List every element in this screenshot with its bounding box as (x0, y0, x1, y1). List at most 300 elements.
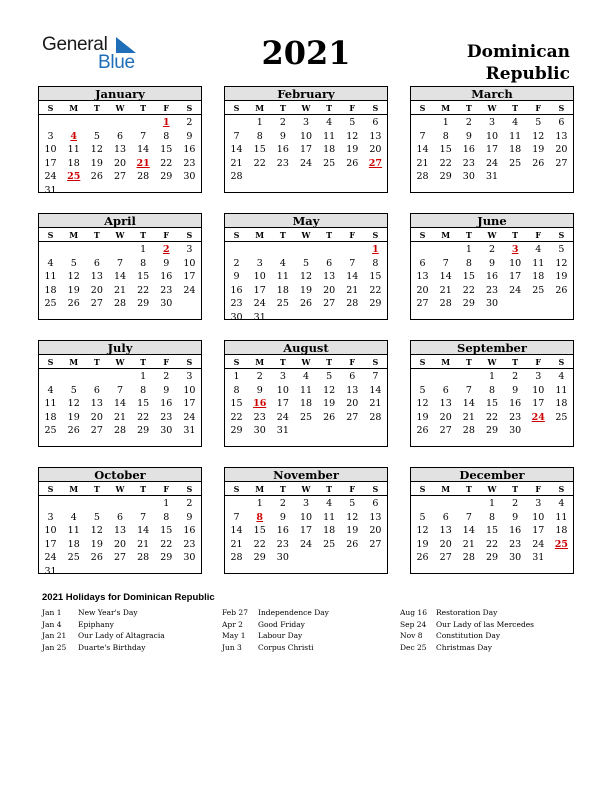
holiday-date: Sep 24 (400, 619, 427, 629)
day-cell: 1 (465, 244, 472, 255)
day-cell: 14 (462, 525, 475, 536)
empty-day-cell (85, 497, 108, 511)
day-cell: 23 (485, 284, 499, 296)
empty-day-cell (225, 116, 248, 130)
day-cell: 28 (369, 411, 382, 423)
day-cell: 19 (90, 157, 103, 169)
day-cell: 11 (323, 511, 336, 523)
day-cell: 8 (163, 511, 170, 523)
day-cell: 28 (113, 298, 127, 309)
day-cell: 25 (323, 157, 336, 169)
day-cell: 17 (532, 525, 545, 536)
day-cell: 30 (160, 298, 173, 309)
day-cell: 5 (349, 117, 356, 128)
weekday-label: T (279, 103, 286, 113)
weekday-label: T (465, 103, 472, 113)
day-cell: 11 (555, 511, 568, 523)
day-cell: 13 (113, 144, 127, 155)
empty-day-cell (62, 243, 85, 257)
holiday-day-cell: 4 (70, 130, 78, 142)
day-cell: 3 (186, 371, 193, 382)
day-cell: 20 (369, 144, 382, 155)
day-cell: 14 (230, 144, 243, 155)
day-cell: 10 (299, 130, 313, 142)
day-cell: 3 (47, 130, 54, 142)
month-august (224, 340, 388, 447)
day-cell: 17 (253, 284, 266, 296)
day-cell: 14 (113, 271, 127, 282)
holiday-date: Jan 4 (42, 619, 62, 629)
month-january (38, 86, 202, 196)
day-cell: 23 (276, 157, 289, 169)
day-cell: 11 (299, 384, 313, 396)
day-cell: 17 (532, 398, 545, 409)
day-cell: 2 (488, 244, 496, 255)
holiday-day-cell: 3 (511, 244, 519, 255)
day-cell: 23 (509, 411, 522, 423)
day-cell: 8 (488, 384, 496, 396)
day-cell: 26 (346, 157, 359, 169)
day-cell: 25 (555, 411, 568, 423)
weekday-label: S (372, 103, 379, 113)
day-cell: 18 (276, 284, 289, 296)
holiday-date: Jan 25 (42, 642, 67, 652)
month-title: September (411, 341, 573, 355)
weekday-header-row (411, 355, 573, 369)
day-cell: 1 (256, 117, 263, 128)
holidays-title: 2021 Holidays for Dominican Republic (42, 592, 215, 603)
day-cell: 5 (93, 511, 100, 523)
weekday-label: F (163, 484, 170, 494)
day-cell: 29 (485, 552, 499, 563)
day-cell: 5 (419, 384, 426, 396)
day-cell: 29 (253, 552, 266, 563)
weekday-label: S (558, 103, 565, 113)
empty-day-cell (411, 243, 434, 257)
day-cell: 6 (442, 511, 449, 523)
day-cell: 4 (558, 498, 565, 509)
day-cell: 28 (230, 552, 243, 563)
weekday-label: S (47, 357, 54, 367)
day-cell: 13 (369, 511, 382, 523)
empty-day-cell (225, 243, 248, 257)
day-cell: 12 (67, 271, 80, 282)
day-cell: 9 (163, 257, 170, 269)
day-cell: 3 (186, 244, 193, 255)
day-cell: 30 (509, 552, 522, 563)
day-cell: 21 (462, 538, 475, 550)
holiday-day-cell: 1 (162, 117, 170, 128)
day-cell: 1 (140, 371, 147, 382)
weekday-label: S (419, 230, 426, 240)
day-cell: 11 (276, 271, 289, 282)
day-cell: 16 (276, 525, 289, 536)
day-cell: 22 (230, 411, 243, 423)
day-cell: 16 (160, 398, 173, 409)
day-cell: 22 (485, 538, 499, 550)
day-cell: 8 (140, 384, 147, 396)
day-cell: 15 (253, 144, 266, 155)
day-cell: 10 (183, 257, 196, 269)
holiday-date: Jun 3 (222, 642, 242, 652)
day-cell: 2 (233, 257, 240, 269)
day-cell: 27 (439, 552, 452, 563)
day-cell: 13 (113, 525, 127, 536)
day-cell: 22 (485, 411, 499, 423)
day-cell: 20 (369, 525, 382, 536)
day-cell: 18 (555, 525, 568, 536)
day-cell: 24 (299, 157, 313, 169)
weekday-label: F (535, 357, 542, 367)
day-cell: 19 (90, 538, 103, 550)
holiday-day-cell: 25 (67, 171, 81, 182)
month-november (224, 467, 388, 574)
holiday-name: Christmas Day (436, 642, 492, 652)
day-cell: 2 (512, 498, 519, 509)
weekday-label: T (140, 357, 147, 367)
weekday-label: W (487, 230, 497, 240)
day-cell: 8 (488, 511, 496, 523)
country-name (467, 41, 570, 85)
day-cell: 26 (416, 425, 429, 436)
day-cell: 12 (555, 257, 568, 269)
empty-day-cell (85, 116, 108, 130)
day-cell: 13 (555, 130, 568, 142)
day-cell: 26 (416, 552, 429, 563)
day-cell: 26 (346, 538, 359, 550)
day-cell: 23 (160, 284, 173, 296)
day-cell: 24 (44, 171, 57, 182)
day-cell: 19 (323, 398, 336, 409)
weekday-header-row (39, 228, 201, 242)
month-title: February (225, 87, 387, 101)
weekday-label: T (512, 230, 519, 240)
day-cell: 18 (67, 157, 80, 169)
day-cell: 19 (555, 271, 568, 282)
day-cell: 22 (253, 538, 266, 550)
day-cell: 29 (485, 425, 499, 436)
day-cell: 12 (416, 525, 429, 536)
weekday-label: M (69, 357, 79, 367)
day-cell: 22 (462, 284, 475, 296)
day-grid (225, 242, 387, 324)
weekday-label: T (465, 484, 472, 494)
month-title: November (225, 468, 387, 482)
day-cell: 11 (44, 398, 57, 409)
holiday-item (222, 642, 329, 654)
day-cell: 26 (90, 171, 103, 182)
day-cell: 20 (90, 411, 103, 423)
month-title: April (39, 214, 201, 228)
day-cell: 31 (44, 565, 57, 577)
weekday-label: S (558, 357, 565, 367)
day-cell: 17 (509, 271, 522, 282)
empty-day-cell (457, 370, 480, 384)
weekday-label: S (419, 484, 426, 494)
day-cell: 6 (326, 257, 333, 269)
day-cell: 21 (439, 284, 452, 296)
day-cell: 10 (532, 384, 545, 396)
day-cell: 19 (67, 284, 80, 296)
day-cell: 4 (558, 371, 565, 382)
weekday-label: M (69, 484, 79, 494)
day-cell: 15 (485, 525, 499, 536)
empty-day-cell (108, 116, 131, 130)
month-title: May (225, 214, 387, 228)
holiday-name: Good Friday (258, 619, 305, 629)
weekday-label: T (93, 230, 100, 240)
day-cell: 1 (442, 117, 449, 128)
day-cell: 25 (276, 298, 289, 309)
day-cell: 5 (535, 117, 542, 128)
day-cell: 19 (346, 525, 359, 536)
day-cell: 6 (116, 130, 124, 142)
day-cell: 10 (532, 511, 545, 523)
day-cell: 17 (44, 538, 57, 550)
weekday-label: F (535, 103, 542, 113)
weekday-header-row (39, 101, 201, 115)
day-cell: 23 (276, 538, 289, 550)
month-july (38, 340, 202, 447)
weekday-label: S (233, 484, 240, 494)
day-cell: 27 (113, 171, 127, 182)
month-april (38, 213, 202, 320)
day-cell: 17 (485, 144, 499, 155)
holiday-date: Dec 25 (400, 642, 427, 652)
day-cell: 3 (256, 257, 263, 269)
day-cell: 29 (160, 171, 173, 182)
weekday-label: S (233, 103, 240, 113)
day-cell: 26 (555, 284, 568, 296)
day-cell: 13 (346, 384, 359, 396)
weekday-label: T (140, 103, 147, 113)
weekday-label: S (558, 230, 565, 240)
day-cell: 18 (555, 398, 568, 409)
day-cell: 2 (279, 498, 286, 509)
day-cell: 21 (462, 411, 475, 423)
day-cell: 18 (323, 144, 336, 155)
day-cell: 27 (90, 425, 103, 436)
day-cell: 19 (67, 411, 80, 423)
day-cell: 21 (230, 538, 243, 550)
day-cell: 27 (90, 298, 103, 309)
day-cell: 31 (276, 425, 289, 436)
day-cell: 5 (302, 257, 310, 269)
day-cell: 11 (509, 130, 522, 142)
weekday-label: S (372, 484, 379, 494)
day-cell: 4 (302, 371, 310, 382)
day-cell: 31 (44, 184, 57, 196)
day-cell: 30 (509, 425, 522, 436)
day-cell: 11 (44, 271, 57, 282)
day-cell: 22 (439, 157, 452, 169)
day-cell: 3 (302, 498, 310, 509)
day-cell: 2 (279, 117, 286, 128)
weekday-label: F (535, 484, 542, 494)
empty-day-cell (411, 116, 434, 130)
day-cell: 3 (279, 371, 286, 382)
day-cell: 22 (160, 157, 173, 169)
day-cell: 2 (256, 371, 263, 382)
day-grid (39, 115, 201, 197)
day-cell: 13 (90, 271, 103, 282)
day-cell: 7 (116, 257, 124, 269)
day-cell: 16 (160, 271, 173, 282)
day-cell: 27 (439, 425, 452, 436)
day-cell: 2 (512, 371, 519, 382)
weekday-header-row (39, 355, 201, 369)
day-cell: 4 (47, 257, 54, 269)
day-cell: 22 (160, 538, 173, 550)
month-title: June (411, 214, 573, 228)
weekday-label: S (372, 357, 379, 367)
day-cell: 14 (369, 384, 382, 396)
day-cell: 15 (230, 398, 243, 409)
day-cell: 27 (346, 411, 359, 423)
weekday-header-row (225, 228, 387, 242)
day-grid (225, 115, 387, 184)
weekday-label: T (279, 357, 286, 367)
holiday-name: Restoration Day (436, 608, 498, 617)
holiday-date: Feb 27 (222, 608, 248, 617)
empty-day-cell (248, 243, 271, 257)
day-cell: 24 (299, 538, 313, 550)
day-cell: 4 (512, 117, 519, 128)
weekday-label: W (301, 484, 311, 494)
day-cell: 18 (532, 271, 545, 282)
day-cell: 26 (323, 411, 336, 423)
day-cell: 20 (113, 538, 127, 550)
day-cell: 6 (93, 257, 100, 269)
holiday-item (400, 642, 534, 654)
day-cell: 2 (163, 371, 170, 382)
day-cell: 21 (369, 398, 382, 409)
day-cell: 28 (462, 552, 475, 563)
day-cell: 13 (90, 398, 103, 409)
day-cell: 24 (253, 298, 266, 309)
day-cell: 21 (230, 157, 243, 169)
day-cell: 12 (90, 525, 103, 536)
day-cell: 21 (113, 284, 127, 296)
day-cell: 7 (116, 384, 124, 396)
day-cell: 29 (439, 171, 452, 182)
day-cell: 26 (299, 298, 313, 309)
empty-day-cell (434, 370, 457, 384)
empty-day-cell (108, 497, 131, 511)
weekday-label: M (255, 230, 265, 240)
empty-day-cell (434, 243, 457, 257)
holiday-date: Jan 1 (42, 608, 62, 617)
weekday-label: F (349, 230, 356, 240)
month-title: October (39, 468, 201, 482)
day-cell: 12 (323, 384, 336, 396)
empty-day-cell (341, 243, 364, 257)
weekday-label: W (115, 103, 125, 113)
day-cell: 7 (233, 130, 240, 142)
day-cell: 27 (113, 552, 127, 563)
day-cell: 16 (509, 398, 522, 409)
calendar-year: 2021 (261, 34, 351, 72)
day-grid (411, 115, 573, 184)
month-title: December (411, 468, 573, 482)
holiday-day-cell: 24 (531, 411, 545, 423)
day-cell: 10 (183, 384, 196, 396)
weekday-label: W (115, 484, 125, 494)
day-cell: 28 (230, 171, 243, 182)
day-cell: 16 (276, 144, 289, 155)
day-cell: 6 (372, 117, 379, 128)
day-cell: 25 (67, 552, 80, 563)
holiday-name: Epiphany (78, 619, 114, 629)
day-cell: 16 (485, 271, 499, 282)
holiday-name: Labour Day (258, 631, 303, 640)
day-cell: 9 (163, 384, 170, 396)
day-cell: 4 (326, 117, 333, 128)
day-cell: 1 (488, 498, 496, 509)
day-cell: 15 (253, 525, 266, 536)
empty-day-cell (39, 370, 62, 384)
weekday-label: T (512, 103, 519, 113)
day-cell: 14 (462, 398, 475, 409)
weekday-label: S (186, 357, 193, 367)
empty-day-cell (271, 243, 294, 257)
month-june (410, 213, 574, 320)
day-cell: 13 (439, 398, 452, 409)
holiday-item (400, 619, 534, 631)
day-cell: 17 (183, 271, 196, 282)
day-cell: 8 (140, 257, 147, 269)
day-cell: 15 (137, 271, 150, 282)
day-cell: 10 (44, 525, 57, 536)
day-cell: 29 (369, 298, 382, 309)
day-cell: 14 (346, 271, 359, 282)
day-cell: 10 (253, 271, 266, 282)
day-cell: 20 (439, 411, 452, 423)
holiday-name: Corpus Christi (258, 642, 314, 652)
holiday-name: Independence Day (258, 608, 329, 617)
day-cell: 24 (276, 411, 289, 423)
day-grid (39, 496, 201, 578)
day-cell: 8 (256, 130, 263, 142)
day-cell: 30 (462, 171, 475, 182)
day-cell: 28 (113, 425, 127, 436)
holiday-column-1 (42, 607, 165, 653)
day-cell: 12 (346, 130, 359, 142)
day-cell: 20 (113, 157, 127, 169)
day-cell: 19 (346, 144, 359, 155)
weekday-label: M (255, 484, 265, 494)
day-cell: 16 (183, 525, 196, 536)
day-cell: 9 (512, 384, 519, 396)
holiday-date: May 1 (222, 631, 246, 640)
empty-day-cell (294, 243, 317, 257)
day-cell: 9 (512, 511, 519, 523)
day-cell: 5 (558, 244, 565, 255)
day-cell: 20 (346, 398, 359, 409)
weekday-label: T (326, 357, 333, 367)
day-cell: 28 (137, 171, 150, 182)
weekday-label: T (326, 103, 333, 113)
day-cell: 1 (140, 244, 147, 255)
weekday-label: F (163, 103, 170, 113)
day-cell: 30 (253, 425, 266, 436)
holiday-date: Apr 2 (222, 619, 243, 629)
weekday-header-row (225, 482, 387, 496)
holiday-column-2 (222, 607, 329, 653)
day-cell: 23 (253, 411, 266, 423)
day-cell: 30 (160, 425, 173, 436)
day-cell: 2 (186, 117, 193, 128)
